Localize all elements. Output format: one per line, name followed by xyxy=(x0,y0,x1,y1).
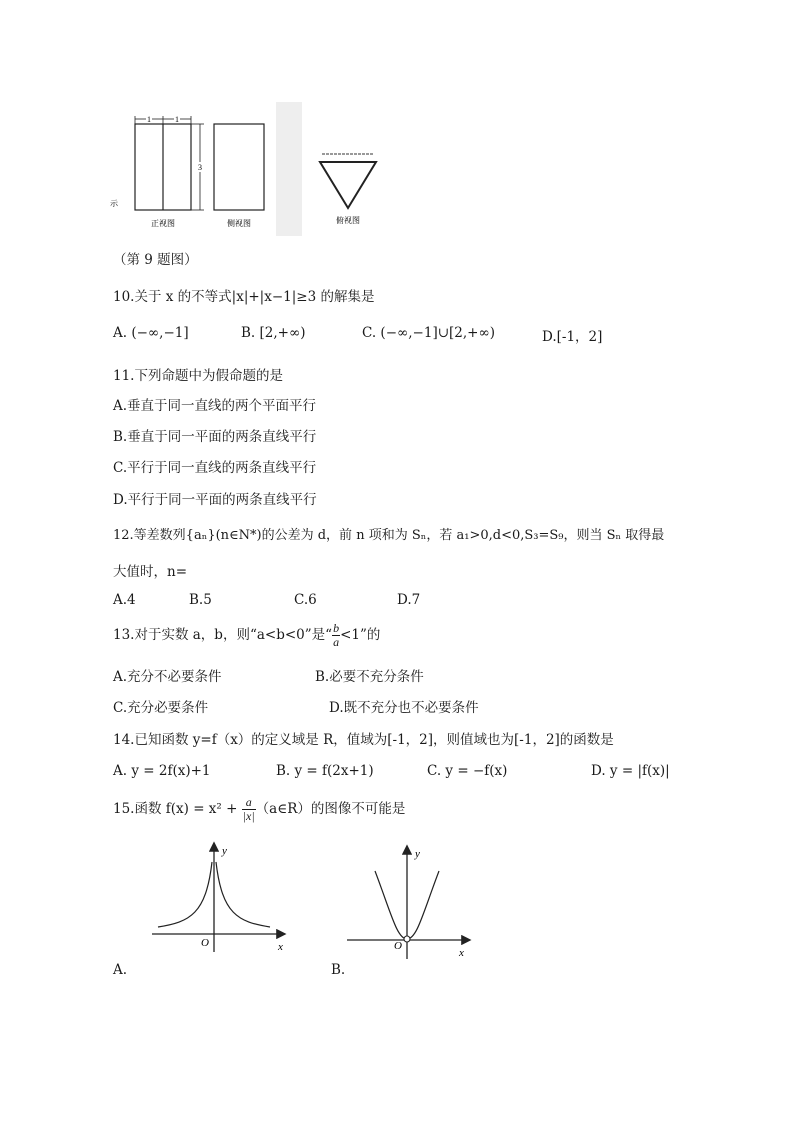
q12-option-d: D.7 xyxy=(397,592,421,608)
q14-option-c: C. y = −f(x) xyxy=(427,763,508,779)
graph-b-x-label: x xyxy=(459,947,464,959)
graph-a-label: A. xyxy=(113,962,128,978)
q10-option-c: C. (−∞,−1]∪[2,+∞) xyxy=(362,325,495,341)
graph-a-origin: O xyxy=(201,937,209,949)
graph-b-y-label: y xyxy=(415,848,420,860)
figure-9-caption: （第 9 题图） xyxy=(113,252,198,268)
q12-option-b: B.5 xyxy=(189,592,212,608)
q10-option-b: B. [2,+∞) xyxy=(241,325,306,341)
top-view-label: 俯视图 xyxy=(336,216,360,225)
dim-width-2: 1 xyxy=(175,115,179,124)
q13-fraction xyxy=(332,622,340,649)
graph-a xyxy=(150,840,300,958)
q11-option-c: C.平行于同一直线的两条直线平行 xyxy=(113,460,317,476)
q12-option-a: A.4 xyxy=(113,592,136,608)
q14-option-b: B. y = f(2x+1) xyxy=(276,763,374,779)
q13-option-d: D.既不充分也不必要条件 xyxy=(329,700,479,716)
q12-option-c: C.6 xyxy=(294,592,317,608)
q15-stem xyxy=(113,796,405,823)
q15-frac-num: a xyxy=(242,796,256,810)
q13-option-b: B.必要不充分条件 xyxy=(315,669,424,685)
q10-option-a: A. (−∞,−1] xyxy=(113,325,189,341)
q15-stem-pre: 15.函数 f(x) = x² + xyxy=(113,801,242,817)
q13-option-c: C.充分必要条件 xyxy=(113,700,209,716)
graph-a-x-label: x xyxy=(278,941,283,953)
figure-9 xyxy=(108,102,388,237)
q13-stem-pre: 13.对于实数 a，b，则“a<b<0”是“ xyxy=(113,627,333,643)
q12-stem: 12.等差数列{aₙ}(n∈N*)的公差为 d，前 n 项和为 Sₙ，若 a₁>0,d<0,S₃=S₉，则当 Sₙ 取得最 xyxy=(113,528,665,543)
q11-option-b: B.垂直于同一平面的两条直线平行 xyxy=(113,429,317,445)
q13-frac-den: a xyxy=(333,635,340,649)
q12-stem-cont: 大值时，n= xyxy=(113,564,188,580)
q15-fraction xyxy=(242,796,256,823)
q10-option-d: D.[-1，2] xyxy=(542,329,603,345)
q13-option-a: A.充分不必要条件 xyxy=(113,669,222,685)
three-view-drawing xyxy=(108,102,388,237)
graph-a-plot xyxy=(150,840,300,958)
graph-b-label: B. xyxy=(331,962,346,978)
q13-frac-num: b xyxy=(333,621,340,635)
side-view-label: 侧视图 xyxy=(227,219,251,228)
side-glyph: 示 xyxy=(110,199,118,208)
q15-frac-den: |x| xyxy=(242,809,255,823)
q11-stem: 11.下列命题中为假命题的是 xyxy=(113,368,283,384)
q14-option-a: A. y = 2f(x)+1 xyxy=(113,763,211,779)
q11-option-a: A.垂直于同一直线的两个平面平行 xyxy=(113,398,317,414)
graph-a-y-label: y xyxy=(222,845,227,857)
q13-stem xyxy=(113,622,380,649)
q13-stem-post: <1”的 xyxy=(340,627,381,643)
dim-width-1: 1 xyxy=(147,115,151,124)
dim-height: 3 xyxy=(198,163,202,172)
graph-b xyxy=(345,843,485,963)
q14-option-d: D. y = |f(x)| xyxy=(591,763,670,779)
q14-stem: 14.已知函数 y=f（x）的定义域是 R，值域为[-1，2]，则值域也为[-1，2]的函数是 xyxy=(113,732,614,748)
front-view-label: 正视图 xyxy=(151,219,175,228)
graph-b-origin: O xyxy=(394,940,402,952)
graph-b-plot xyxy=(345,843,485,963)
q15-stem-post: （a∈R）的图像不可能是 xyxy=(255,801,406,817)
q11-option-d: D.平行于同一平面的两条直线平行 xyxy=(113,492,317,508)
q10-stem: 10.关于 x 的不等式|x|+|x−1|≥3 的解集是 xyxy=(113,289,375,305)
